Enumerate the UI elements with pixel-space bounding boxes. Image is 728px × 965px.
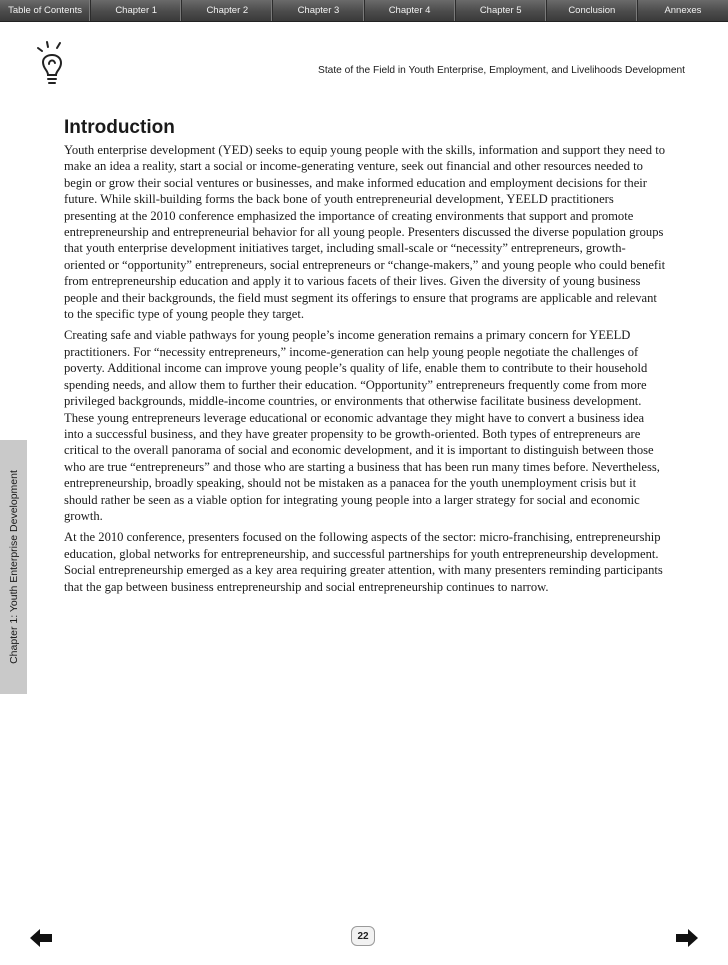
chapter-side-tab: [0, 440, 27, 694]
paragraph-1: Youth enterprise development (YED) seeks to equip young people with the skills, information and support they need to make an idea a reality, start a social or income-generating venture, seek out financial and other resources needed to begin or grow their social ventures or businesses, and make informed education and employment decisions for their future. While skill-building forms the back bone of youth entrepreneurial development, YEELD practitioners presenting at the 2010 conference emphasized the importance of creating environments that support and promote entrepreneurship and entrepreneurial behavior for all young people. Presenters discussed the diverse population groups that youth enterprise development initiatives target, including small-scale or “necessity” entrepreneurs, growth-oriented or “opportunity” entrepreneurs, social entrepreneurs or “change-makers,” and young people who could benefit from entrepreneurship education and apply it to various facets of their lives. Given the diversity of young business people and their backgrounds, the field must segment its offerings to ensure that programs are applicable and relevant to the specific type of young people they target.: [64, 143, 666, 322]
lightbulb-head-icon: [34, 40, 70, 90]
section-heading: Introduction: [64, 117, 175, 138]
running-header: State of the Field in Youth Enterprise, Employment, and Livelihoods Development: [318, 65, 685, 76]
paragraph-2: Creating safe and viable pathways for young people’s income generation remains a primary concern for YEELD practitioners. For “necessity entrepreneurs,” income-generation can help young people negotiate the challenges of poverty. Additional income can improve young people’s quality of life, enable them to contribute to their household spending needs, and allow them to further their education. “Opportunity” entrepreneurs frequently come from more privileged backgrounds, middle-income countries, or environments that otherwise facilitate business development. These young entrepreneurs leverage educational or economic advantage they might have to convert a business idea into a successful business, and they have greater propensity to be growth-oriented. Both types of entrepreneurs are critical to the overall panorama of social and economic development, and it is important to distinguish between those who are true “entrepreneurs” and those who are starting a business that has been run many times before. Nevertheless, entrepreneurship, broadly speaking, should not be mistaken as a panacea for the youth unemployment crisis but it should rather be seen as a viable option for integrating young people into a larger strategy for social and economic growth.: [64, 328, 660, 523]
nav-chapter-4[interactable]: Chapter 4: [365, 0, 456, 21]
chapter-side-tab-label: Chapter 1: Youth Enterprise Development: [7, 470, 20, 664]
paragraph-3: At the 2010 conference, presenters focused on the following aspects of the sector: micro-franchising, entrepreneurship education, global networks for entrepreneurship, and successful partnerships for youth entrepreneurship development. Social entrepreneurship emerged as a key area requiring greater attention, with many presenters reminding participants that the gap between business entrepreneurship and social entrepreneurship continues to narrow.: [64, 530, 663, 594]
page-number-badge: [351, 926, 375, 946]
nav-chapter-2[interactable]: Chapter 2: [182, 0, 273, 21]
nav-chapter-1[interactable]: Chapter 1: [91, 0, 182, 21]
nav-table-of-contents[interactable]: Table of Contents: [0, 0, 91, 21]
main-content: [64, 114, 666, 600]
arrow-right-icon[interactable]: [676, 929, 698, 947]
top-navigation: [0, 0, 728, 22]
arrow-left-icon[interactable]: [30, 929, 52, 947]
nav-annexes[interactable]: Annexes: [664, 5, 702, 16]
nav-chapter-3[interactable]: Chapter 3: [273, 0, 364, 21]
nav-conclusion[interactable]: Conclusion: [547, 0, 638, 21]
page-number: 22: [357, 930, 369, 942]
nav-chapter-5[interactable]: Chapter 5: [456, 0, 547, 21]
